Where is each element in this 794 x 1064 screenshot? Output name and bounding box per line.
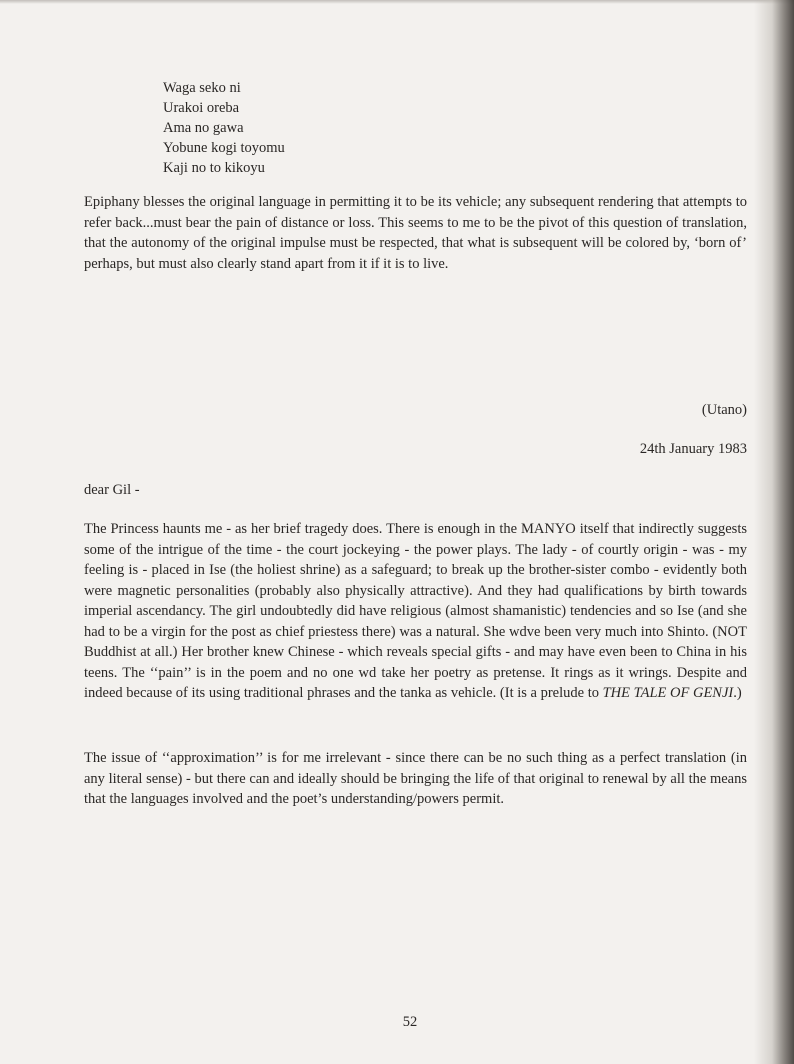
epiphany-paragraph: Epiphany blesses the original language in permitting it to be its vehicle; any subsequent rendering that attempts to refer back...must bear the pain of distance or loss. This seems to me to be the pivot of this question of translation, that the autonomy of the original impulse must be respected, that what is subsequent will be colored by, ‘born of’ perhaps, but must also clearly stand apart from it if it is to live. bbox=[84, 194, 747, 272]
poem-line: Urakoi oreba bbox=[163, 100, 240, 116]
poem-block bbox=[163, 78, 285, 178]
signature: (Utano) bbox=[701, 402, 747, 418]
page-number: 52 bbox=[402, 1014, 418, 1030]
poem-line: Waga seko ni bbox=[163, 80, 241, 96]
princess-paragraph-text: The Princess haunts me - as her brief tragedy does. There is enough in the MANYO itself that indirectly suggests some of the intrigue of the time - the court jockeying - the power plays. The lady - of courtly origin - was - my feeling is - placed in Ise (the holiest shrine) as a safeguard; to break up the brother-sister combo - evidently both were magnetic personalities (probably also physically attractive). And they had qualifications by birth towards imperial ascendancy. The girl undoubtedly did have religious (almost shamanistic) tendencies and so Ise (and she had to be a virgin for the post as chief priestess there) was a natural. She wdve been very much into Shinto. (NOT Buddhist at all.) Her brother knew Chinese - which reveals special gifts - and may have even been to China in his teens. The ‘‘pain’’ is in the poem and no one wd take her poetry as pretense. It rings as it wrings. Despite and indeed because of its using traditional phrases and the tanka as vehicle. (It is a prelude to bbox=[84, 521, 747, 701]
approximation-paragraph: The issue of ‘‘approximation’’ is for me irrelevant - since there can be no such thing as a perfect translation (in any literal sense) - but there can and ideally should be bringing the life of that original to renewal by all the means that the languages involved and the poet’s understanding/powers permit. bbox=[84, 750, 747, 807]
poem-line: Ama no gawa bbox=[163, 120, 244, 136]
princess-paragraph bbox=[84, 519, 747, 704]
princess-paragraph-end: .) bbox=[733, 685, 742, 701]
poem-line: Kaji no to kikoyu bbox=[163, 160, 265, 176]
letter-salutation: dear Gil - bbox=[84, 482, 140, 498]
poem-line: Yobune kogi toyomu bbox=[163, 140, 285, 156]
book-title: THE TALE OF GENJI bbox=[602, 685, 734, 701]
letter-date: 24th January 1983 bbox=[639, 441, 747, 457]
